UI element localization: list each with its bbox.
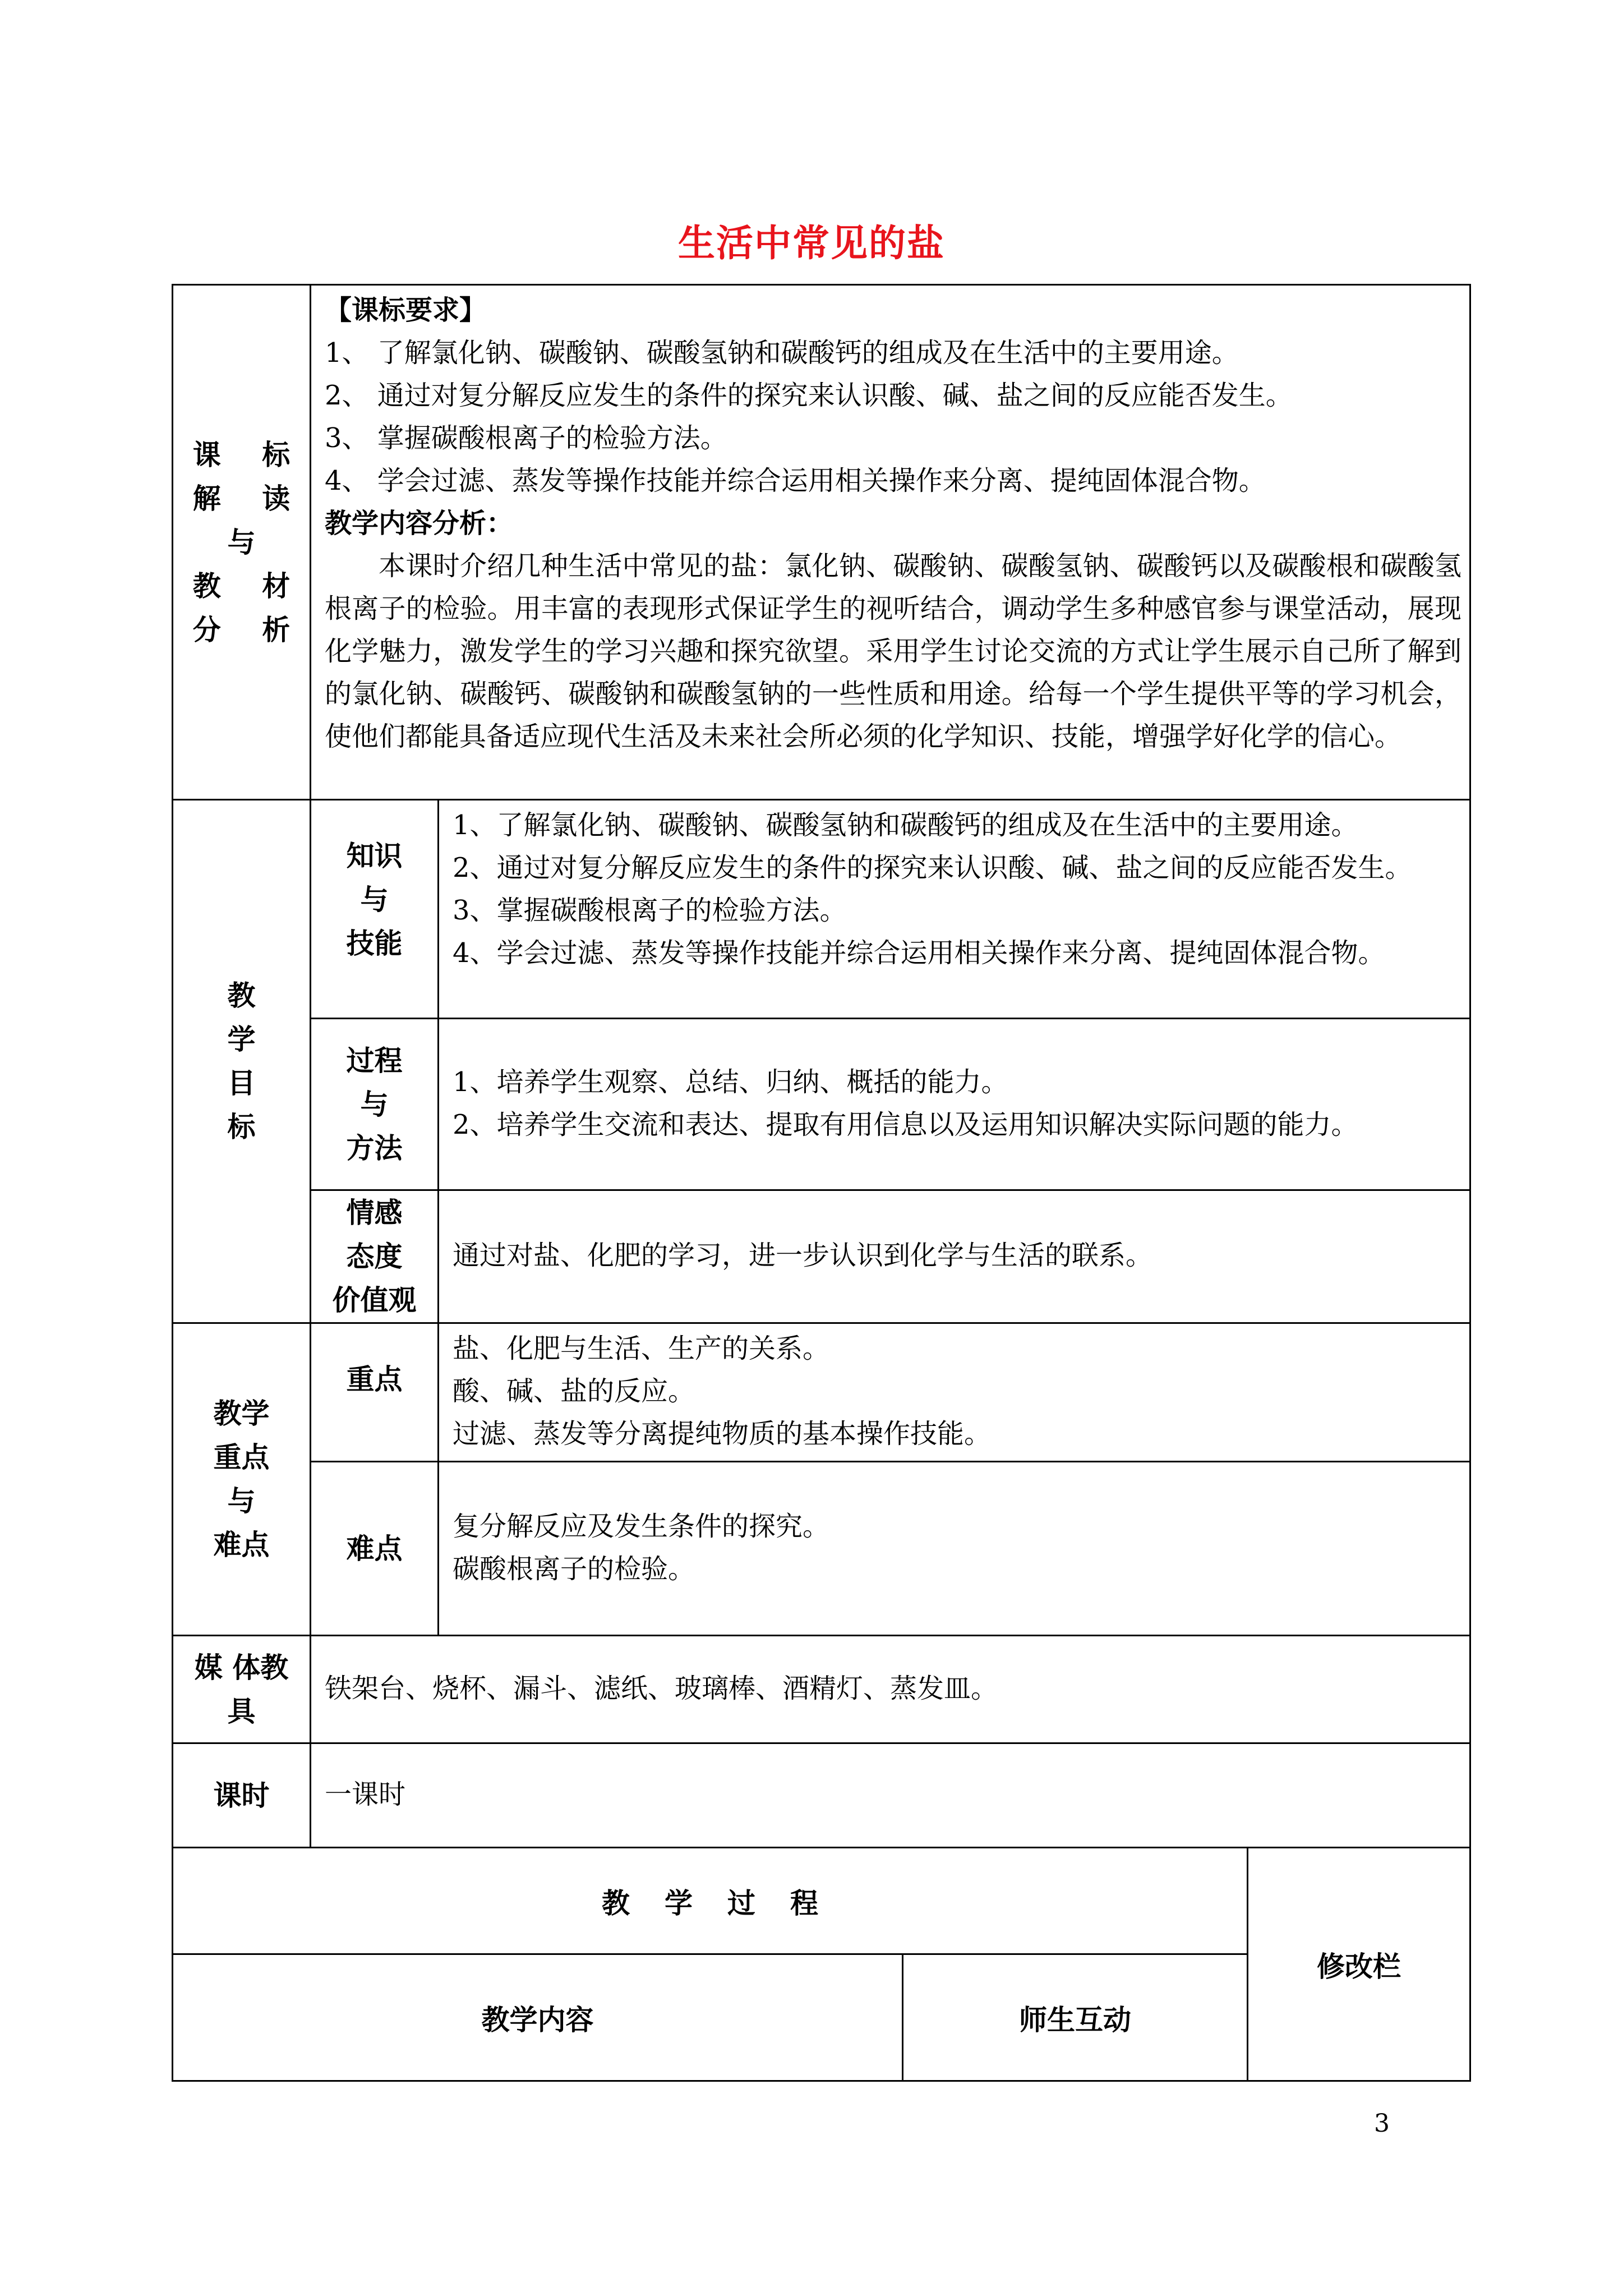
requirement-item: 4、 学会过滤、蒸发等操作技能并综合运用相关操作来分离、提纯固体混合物。: [325, 465, 1266, 496]
knowledge-item: 4、学会过滤、蒸发等操作技能并综合运用相关操作来分离、提纯固体混合物。: [453, 937, 1385, 969]
process-header: 教学过程: [173, 1848, 1248, 1954]
requirement-item: 2、 通过对复分解反应发生的条件的探究来认识酸、碱、盐之间的反应能否发生。: [325, 380, 1293, 411]
difficult-item: 复分解反应及发生条件的探究。: [453, 1510, 830, 1542]
key-content: [439, 1323, 1470, 1462]
media-label: 媒 体教 具: [173, 1636, 311, 1743]
key-label: 重点: [311, 1323, 439, 1462]
key-points-row: [173, 1323, 1470, 1462]
process-item: 2、培养学生交流和表达、提取有用信息以及运用知识解决实际问题的能力。: [453, 1108, 1358, 1140]
knowledge-item: 1、了解氯化钠、碳酸钠、碳酸氢钠和碳酸钙的组成及在生活中的主要用途。: [453, 809, 1358, 841]
curriculum-content: [311, 285, 1470, 800]
process-content: [439, 1019, 1470, 1190]
media-row: [173, 1636, 1470, 1743]
page-number: 3: [1374, 2109, 1390, 2138]
media-content: 铁架台、烧杯、漏斗、滤纸、玻璃棒、酒精灯、蒸发皿。: [311, 1636, 1470, 1743]
key-item: 酸、碱、盐的反应。: [453, 1375, 695, 1407]
period-label: 课时: [173, 1743, 311, 1848]
analysis-text: 本课时介绍几种生活中常见的盐：氯化钠、碳酸钠、碳酸氢钠、碳酸钙以及碳酸根和碳酸氢根离子的检验。用丰富的表现形式保证学生的视听结合，调动学生多种感官参与课堂活动，展现化学魅力，激发学生的学习兴趣和探究欲望。采用学生讨论交流的方式让学生展示自己所了解到的氯化钠、碳酸钙、碳酸钠和碳酸氢钠的一些性质和用途。给每一个学生提供平等的学习机会，使他们都能具备适应现代生活及未来社会所必须的化学知识、技能，增强学好化学的信心。: [325, 550, 1462, 752]
knowledge-item: 3、掌握碳酸根离子的检验方法。: [453, 895, 847, 926]
revise-column-header: 修改栏: [1248, 1848, 1470, 2081]
period-content: 一课时: [311, 1743, 1470, 1848]
emotion-item: 通过对盐、化肥的学习，进一步认识到化学与生活的联系。: [453, 1240, 1153, 1271]
goals-label: 教 学 目 标: [173, 800, 311, 1323]
analysis-heading: 教学内容分析：: [325, 508, 514, 539]
goal-process-row: [173, 1019, 1470, 1190]
knowledge-label: 知识 与 技能: [311, 800, 439, 1019]
page-title: 生活中常见的盐: [678, 221, 945, 265]
period-row: [173, 1743, 1470, 1848]
knowledge-item: 2、通过对复分解反应发生的条件的探究来认识酸、碱、盐之间的反应能否发生。: [453, 852, 1412, 884]
difficult-label: 难点: [311, 1462, 439, 1636]
process-label: 过程 与 方法: [311, 1019, 439, 1190]
key-item: 过滤、蒸发等分离提纯物质的基本操作技能。: [453, 1418, 992, 1450]
goal-knowledge-row: [173, 800, 1470, 1019]
goal-emotion-row: [173, 1190, 1470, 1323]
knowledge-content: [439, 800, 1470, 1019]
requirement-item: 3、 掌握碳酸根离子的检验方法。: [325, 422, 727, 454]
curriculum-row: [173, 285, 1470, 800]
interaction-column-header: 师生互动: [903, 1954, 1248, 2081]
lesson-plan-table: [172, 284, 1471, 2082]
requirements-heading: 【课标要求】: [325, 295, 487, 326]
requirement-item: 1、 了解氯化钠、碳酸钠、碳酸氢钠和碳酸钙的组成及在生活中的主要用途。: [325, 337, 1239, 369]
difficult-content: [439, 1462, 1470, 1636]
process-header-row: [173, 1848, 1470, 1954]
content-column-header: 教学内容: [173, 1954, 903, 2081]
difficult-points-row: [173, 1462, 1470, 1636]
curriculum-label: 课 标 解 读 与 教 材 分 析: [173, 285, 311, 800]
process-item: 1、培养学生观察、总结、归纳、概括的能力。: [453, 1066, 1008, 1098]
emotion-label: 情感 态度 价值观: [311, 1190, 439, 1323]
keypoints-label: 教学 重点 与 难点: [173, 1323, 311, 1636]
key-item: 盐、化肥与生活、生产的关系。: [453, 1333, 830, 1364]
difficult-item: 碳酸根离子的检验。: [453, 1553, 695, 1585]
emotion-content: [439, 1190, 1470, 1323]
